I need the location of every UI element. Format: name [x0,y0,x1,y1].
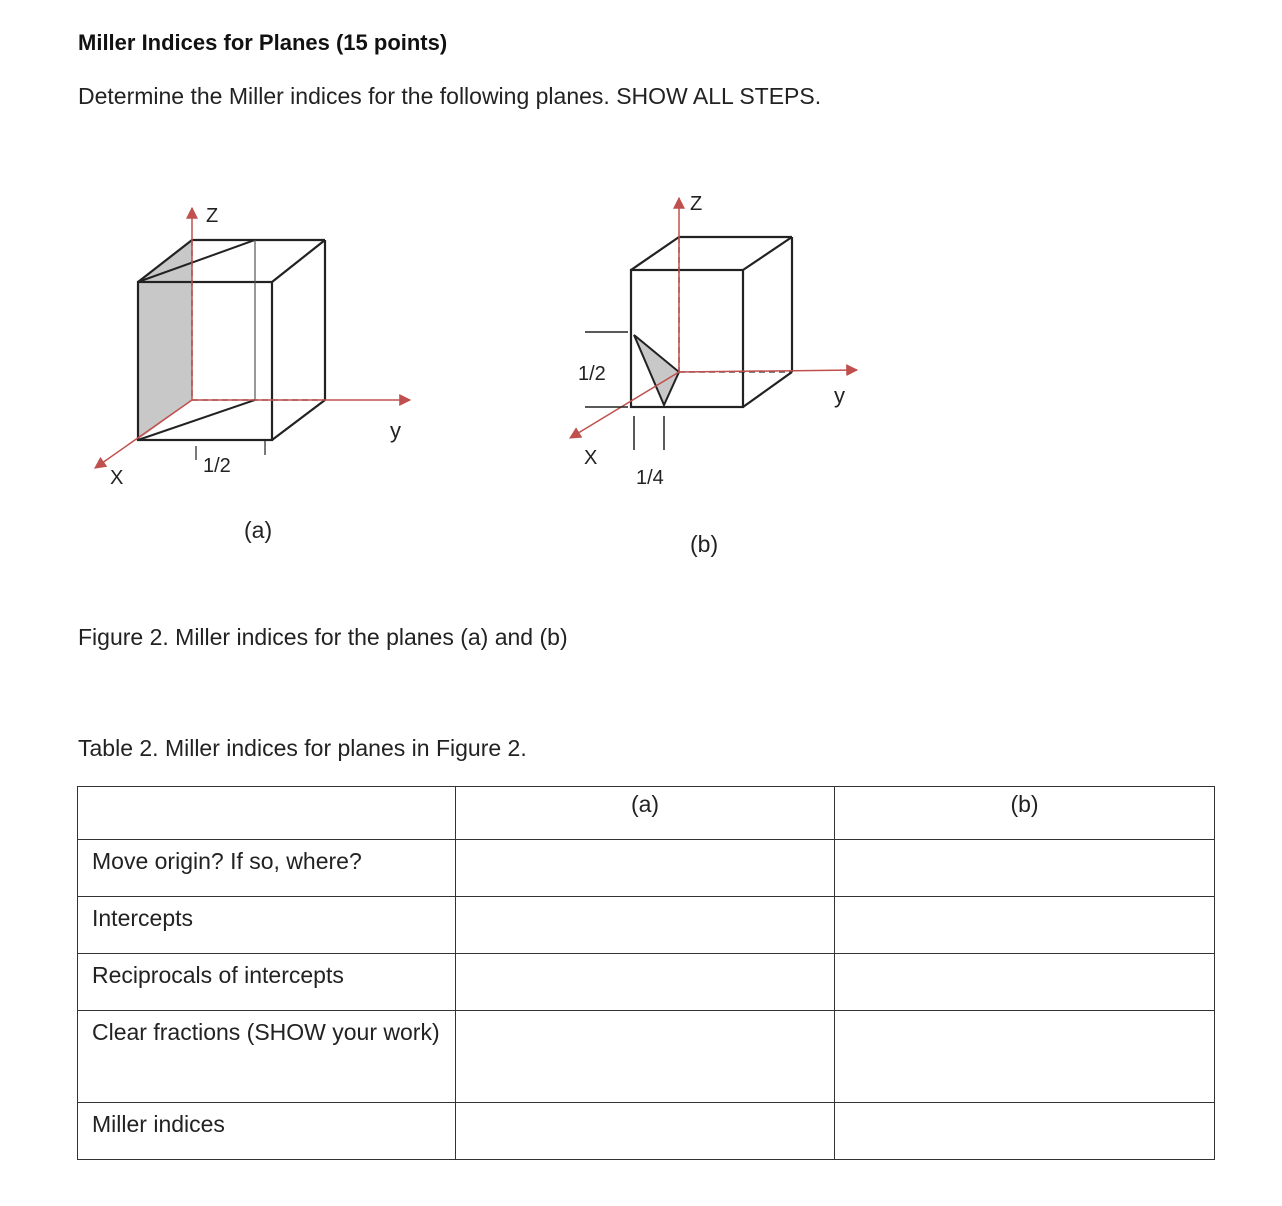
answer-cell-a[interactable] [456,954,835,1011]
figure-a [95,205,410,543]
row-label: Reciprocals of intercepts [78,954,456,1011]
figure-2 [0,0,1282,600]
answer-cell-b[interactable] [835,1103,1215,1160]
table-row [78,954,1215,1011]
table-row [78,840,1215,897]
answer-cell-a[interactable] [456,840,835,897]
row-label: Move origin? If so, where? [78,840,456,897]
y-label-b: y [834,383,845,408]
figure-caption: Figure 2. Miller indices for the planes (a) and (b) [78,624,568,650]
intercept-z-label-b: 1/2 [578,363,606,385]
header-cell-empty [78,787,456,840]
y-label-a: y [390,418,401,443]
table-header-row [78,787,1215,840]
intercept-x-label-b: 1/4 [636,467,664,489]
plane-a [138,240,192,440]
figure-b [570,193,857,557]
answer-cell-b[interactable] [835,954,1215,1011]
answer-cell-b[interactable] [835,897,1215,954]
table-caption: Table 2. Miller indices for planes in Figure 2. [78,735,527,761]
header-cell-a: (a) [456,787,835,840]
panel-label-a: (a) [244,517,273,543]
section-title: Miller Indices for Planes (15 points) [78,30,448,55]
answer-cell-a[interactable] [456,897,835,954]
miller-indices-table [77,786,1215,1160]
table-row [78,897,1215,954]
x-label-b: X [584,447,598,469]
x-label-a: X [110,467,124,489]
plane-a-edge [138,240,255,282]
z-label-b: Z [690,193,703,215]
z-label-a: Z [206,205,219,227]
answer-cell-a[interactable] [456,1103,835,1160]
row-label: Clear fractions (SHOW your work) [78,1011,456,1103]
y-axis-b [679,370,857,372]
row-label: Miller indices [78,1103,456,1160]
intercept-label-a: 1/2 [203,455,231,477]
header-cell-b: (b) [835,787,1215,840]
table-row [78,1103,1215,1160]
answer-cell-b[interactable] [835,840,1215,897]
panel-label-b: (b) [690,531,719,557]
row-label: Intercepts [78,897,456,954]
table-row [78,1011,1215,1103]
answer-cell-a[interactable] [456,1011,835,1103]
instructions: Determine the Miller indices for the following planes. SHOW ALL STEPS. [78,83,822,109]
answer-cell-b[interactable] [835,1011,1215,1103]
